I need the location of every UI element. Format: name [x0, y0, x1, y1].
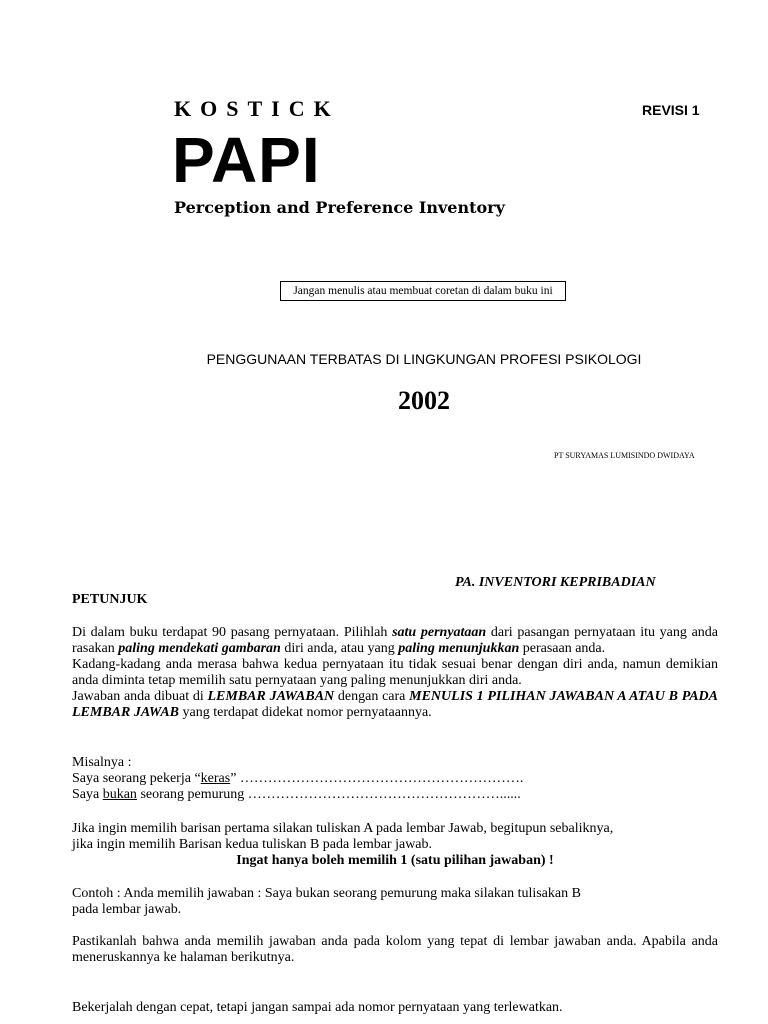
emphasis-text: paling mendekati gambaran	[118, 641, 281, 656]
emphasis-text: paling menunjukkan	[398, 641, 520, 656]
choice-instructions	[72, 821, 718, 869]
notice-box: Jangan menulis atau membuat coretan di dalam buku ini	[280, 281, 566, 301]
papi-title: PAPI	[172, 124, 321, 196]
text-run: seorang pemurung ………………………………………………......	[136, 787, 521, 802]
petunjuk-heading: PETUNJUK	[72, 592, 148, 607]
emphasis-text: satu pernyataan	[392, 625, 487, 640]
example-label: Misalnya :	[72, 755, 132, 770]
company-name: PT SURYAMAS LUMISINDO DWIDAYA	[554, 451, 695, 460]
text-run: Kadang-kadang anda merasa bahwa kedua pernyataan itu tidak sesuai benar dengan diri anda, namun demikian anda diminta tetap memilih satu pernyataan yang paling menunjukkan diri anda.	[72, 657, 718, 688]
text-run: Saya	[72, 787, 103, 802]
example-line-1	[72, 771, 718, 787]
text-run: perasaan anda.	[519, 641, 606, 656]
underlined-text: bukan	[102, 787, 137, 802]
emphasis-text: MENULIS 1 PILIHAN JAWABAN A ATAU B PADA LEMBAR JAWAB	[72, 689, 719, 720]
text-run: Jawaban anda dibuat di	[72, 689, 208, 704]
contoh-block	[72, 886, 718, 918]
emphasis-text: LEMBAR JAWABAN	[207, 689, 335, 704]
pastikan-paragraph: Pastikanlah bahwa anda memilih jawaban anda pada kolom yang tepat di lembar jawaban anda. Apabila anda meneruskannya ke halaman berikutnya.	[72, 934, 718, 965]
text-run: diri anda, atau yang	[280, 641, 399, 656]
year: 2002	[398, 386, 450, 415]
kostick-title: KOSTICK	[174, 96, 340, 121]
usage-line: PENGGUNAAN TERBATAS DI LINGKUNGAN PROFESI PSIKOLOGI	[206, 351, 642, 367]
text-run: Di dalam buku terdapat 90 pasang pernyataan. Pilihlah	[72, 625, 393, 640]
reminder-line: Ingat hanya boleh memilih 1 (satu pilihan jawaban) !	[236, 853, 554, 868]
revision-label: REVISI 1	[642, 102, 700, 118]
text-run: ” …………………………………………………….	[230, 771, 524, 786]
example-block	[72, 755, 718, 803]
underlined-text: keras	[200, 771, 231, 786]
paragraph-instructions	[72, 625, 718, 721]
contoh-line: pada lembar jawab.	[72, 902, 182, 917]
example-line-2	[72, 787, 718, 803]
text-run: yang terdapat didekat nomor pernyataannya.	[179, 705, 432, 720]
text-run: dengan cara	[334, 689, 410, 704]
bekerja-line: Bekerjalah dengan cepat, tetapi jangan sampai ada nomor pernyataan yang terlewatkan.	[72, 1000, 563, 1015]
text-run: dari pasangan pernyataan itu yang anda rasakan	[72, 625, 718, 656]
instruction-line: jika ingin memilih Barisan kedua tuliskan B pada lembar jawab.	[72, 837, 433, 852]
subtitle: Perception and Preference Inventory	[174, 198, 505, 217]
section-title: PA. INVENTORI KEPRIBADIAN	[455, 575, 656, 590]
instruction-line: Jika ingin memilih barisan pertama silakan tuliskan A pada lembar Jawab, begitupun sebaliknya,	[72, 821, 614, 836]
text-run: Saya seorang pekerja “	[72, 771, 201, 786]
contoh-line: Contoh : Anda memilih jawaban : Saya bukan seorang pemurung maka silakan tulisakan B	[72, 886, 581, 901]
